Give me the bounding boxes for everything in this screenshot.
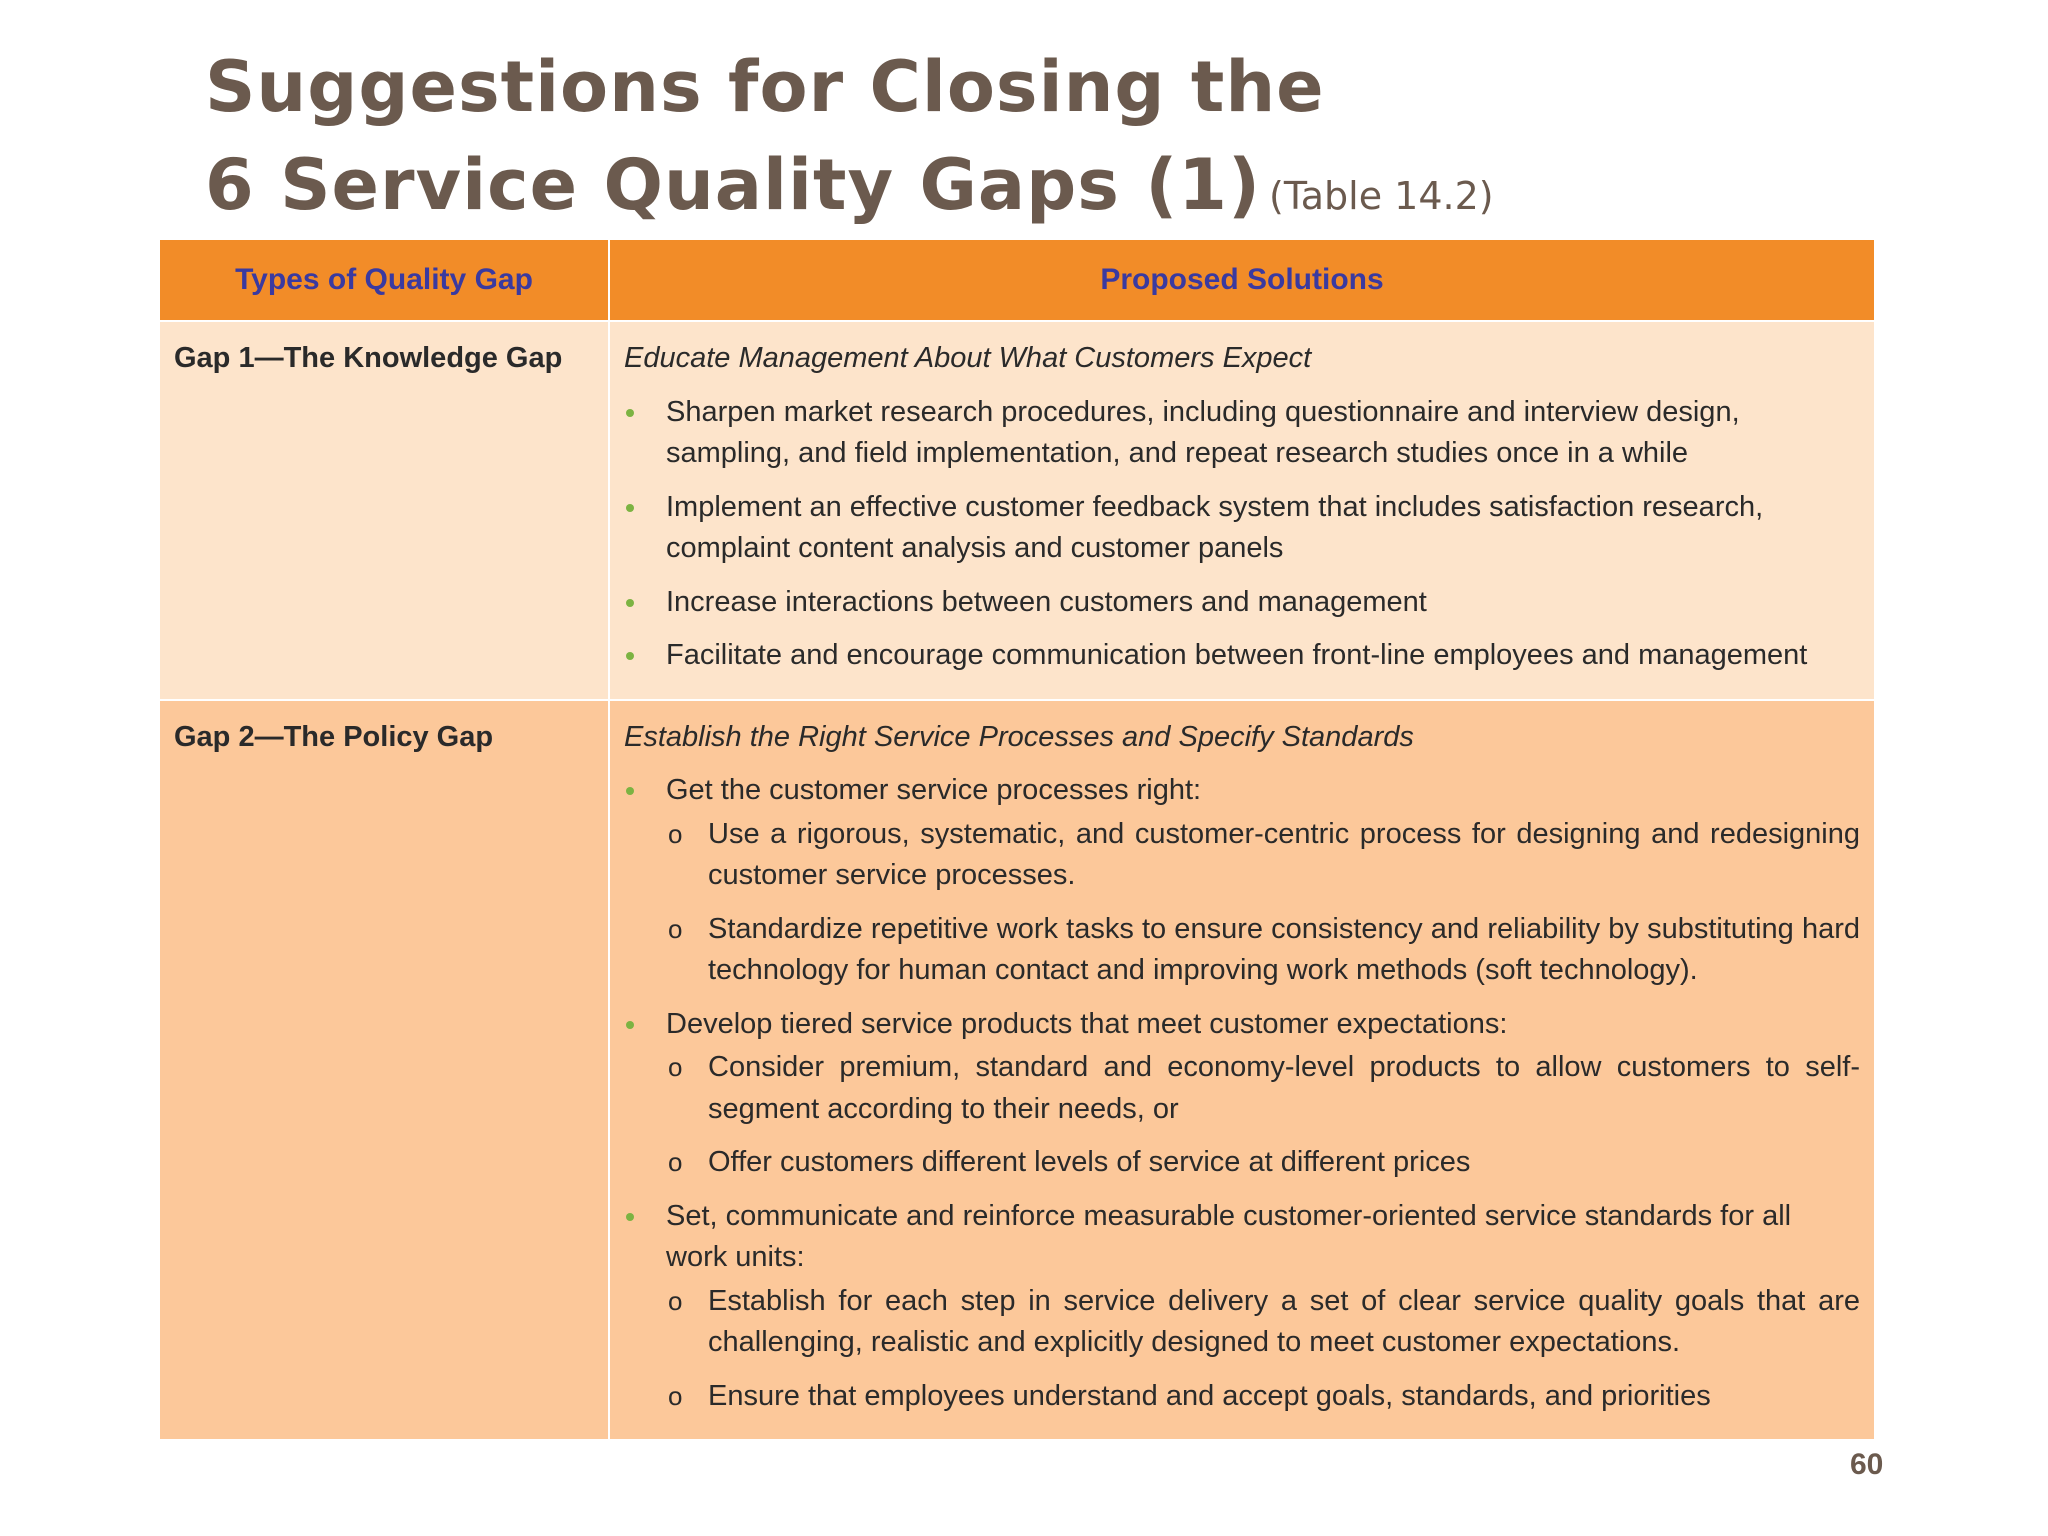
list-item-text: Set, communicate and reinforce measurable customer-oriented service standards for all work units: [666,1199,1792,1273]
quality-gaps-table [158,238,1876,1441]
sub-list-item [666,814,1860,897]
bullet-icon [626,1021,634,1029]
sub-bullet-icon: o [668,818,683,849]
solution-heading: Educate Management About What Customers Expect [624,342,1312,374]
sub-list [666,1047,1860,1184]
sub-list-item-text: Establish for each step in service delivery a set of clear service quality goals that are challenging, realistic and explicitly designed to meet customer expectations. [708,1284,1860,1358]
bullet-icon [626,504,634,512]
list-item [624,392,1860,475]
table-header-row [159,239,1875,321]
sub-list-item-text: Consider premium, standard and economy-level products to allow customers to self-segment according to their needs, or [708,1051,1860,1125]
sub-list [666,1281,1860,1418]
list-item-text: Increase interactions between customers and management [666,585,1427,618]
sub-list-item [666,1142,1860,1184]
sub-list-item-text: Standardize repetitive work tasks to ensure consistency and reliability by substituting hard technology for human contact and improving work methods (soft technology). [708,912,1860,986]
solution-heading: Establish the Right Service Processes and Specify Standards [624,720,1414,753]
sub-list-item-text: Offer customers different levels of service at different prices [708,1146,1471,1178]
sub-list-item [666,909,1860,992]
list-item [624,1004,1860,1184]
solutions-cell [609,321,1875,700]
bullet-icon [626,652,634,660]
sub-list-item [666,1047,1860,1130]
list-item-text: Implement an effective customer feedback system that includes satisfaction research, complaint content analysis and customer panels [666,490,1764,564]
solution-list [624,770,1860,1417]
title-line-1: Suggestions for Closing the [205,46,1325,128]
sub-list-item-text: Ensure that employees understand and accept goals, standards, and priorities [708,1379,1711,1412]
header-gap-type: Types of Quality Gap [159,239,609,321]
header-solutions: Proposed Solutions [609,239,1875,321]
sub-bullet-icon: o [668,1147,683,1177]
sub-list [666,814,1860,992]
title-line-2 [205,136,1494,245]
gap-name: Gap 1—The Knowledge Gap [159,321,609,700]
sub-list-item [666,1376,1860,1418]
title-line-2-text: 6 Service Quality Gaps (1) [205,144,1262,226]
solutions-cell [609,700,1875,1441]
list-item [624,635,1860,677]
sub-bullet-icon: o [668,1052,683,1082]
list-item-text: Get the customer service processes right: [666,774,1202,806]
sub-bullet-icon: o [668,913,683,944]
bullet-icon [626,1213,634,1221]
bullet-icon [626,599,634,607]
sub-list-item [666,1281,1860,1364]
title-table-ref: (Table 14.2) [1269,174,1494,218]
slide-title [205,38,1494,245]
sub-list-item-text: Use a rigorous, systematic, and customer-centric process for designing and redesigning customer service processes. [708,817,1860,891]
sub-bullet-icon: o [668,1285,683,1316]
gap-name: Gap 2—The Policy Gap [159,700,609,1441]
list-item [624,487,1860,570]
list-item-text: Sharpen market research procedures, including questionnaire and interview design, sampling, and field implementation, and repeat research studies once in a while [666,395,1740,469]
list-item [624,582,1860,624]
list-item-text: Develop tiered service products that meet customer expectations: [666,1007,1508,1040]
solution-list [624,392,1860,677]
list-item-text: Facilitate and encourage communication between front-line employees and management [666,639,1808,671]
bullet-icon [626,787,634,795]
list-item [624,1196,1860,1418]
table-row [159,321,1875,700]
sub-bullet-icon: o [668,1380,683,1411]
table-row [159,700,1875,1441]
page-number: 60 [1850,1448,1884,1481]
bullet-icon [626,409,634,417]
list-item [624,770,1860,992]
